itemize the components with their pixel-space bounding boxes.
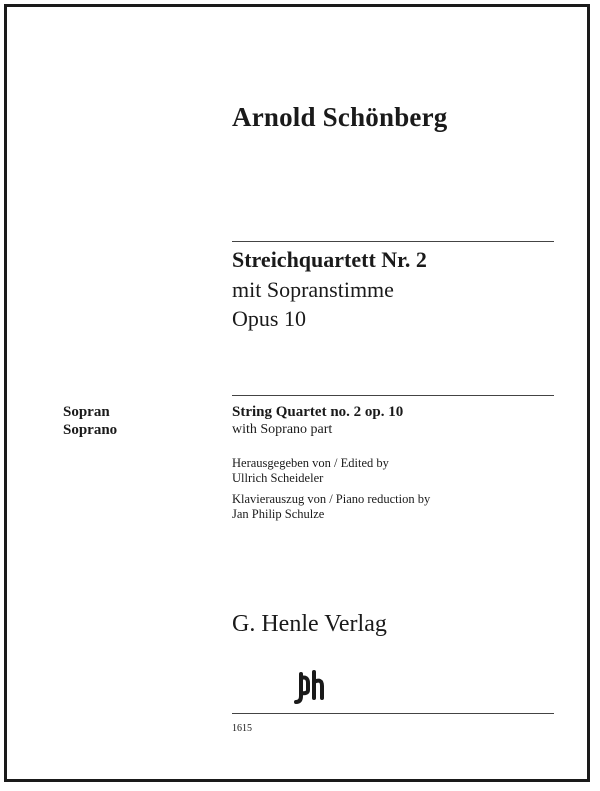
title-german: Streichquartett Nr. 2 bbox=[232, 247, 427, 272]
piano-reduction-name: Jan Philip Schulze bbox=[232, 507, 325, 521]
editor-name: Ullrich Scheideler bbox=[232, 471, 324, 485]
divider-bottom bbox=[232, 713, 554, 714]
composer-name: Arnold Schönberg bbox=[232, 102, 448, 132]
opus-german: Opus 10 bbox=[232, 306, 306, 331]
voice-label-german: Sopran bbox=[63, 404, 110, 420]
divider-top bbox=[232, 241, 554, 242]
henle-logo-icon bbox=[291, 668, 329, 706]
editor-label: Herausgegeben von / Edited by bbox=[232, 456, 389, 470]
divider-middle bbox=[232, 395, 554, 396]
voice-label-english: Soprano bbox=[63, 422, 118, 438]
catalog-number: 1615 bbox=[232, 723, 252, 734]
piano-reduction-label: Klavierauszug von / Piano reduction by bbox=[232, 492, 431, 506]
cover-page bbox=[4, 4, 590, 782]
publisher-name: G. Henle Verlag bbox=[232, 611, 387, 637]
subtitle-english: with Soprano part bbox=[232, 422, 333, 437]
title-english: String Quartet no. 2 op. 10 bbox=[232, 404, 404, 420]
subtitle-german: mit Sopranstimme bbox=[232, 277, 394, 302]
